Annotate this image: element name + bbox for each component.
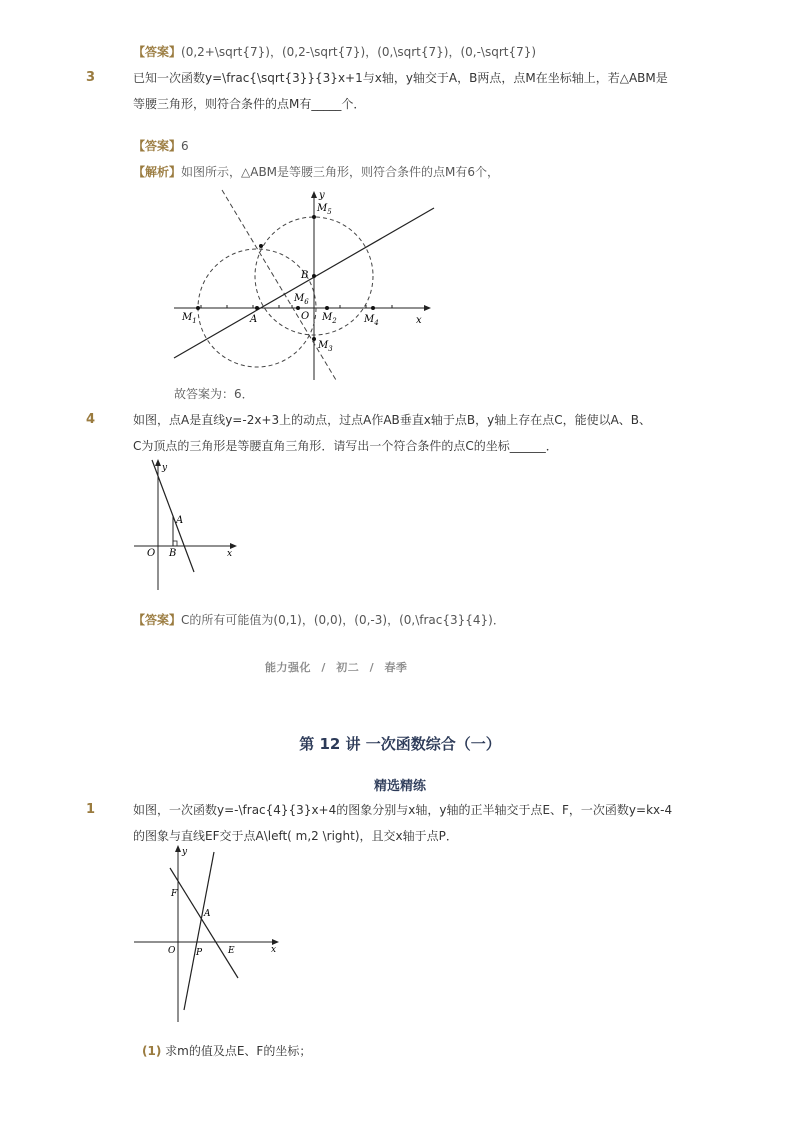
label-b: B (301, 270, 309, 281)
question-number: 4 (86, 412, 96, 427)
label-m1: $M_1$ (182, 312, 197, 325)
q3-figure (168, 186, 440, 382)
label-y: y (182, 847, 188, 857)
line-ef (170, 868, 238, 978)
sub-question-number: (1) (142, 1044, 162, 1058)
footer-term: 春季 (384, 661, 408, 674)
label-e: E (228, 946, 235, 956)
label-x: x (271, 945, 277, 955)
label-b: B (169, 548, 177, 559)
right-angle-mark (173, 541, 177, 546)
label-a: A (176, 515, 184, 526)
question-text-line2: 的图象与直线EF交于点A\left( m,2 \right)，且交x轴于点P． (133, 829, 458, 843)
answer-text: (0,2+\sqrt{7})，(0,2-\sqrt{7})，(0,\sqrt{7})，(0,-\sqrt{7}) (181, 45, 537, 59)
q4-answer (133, 612, 505, 628)
question-number: 3 (86, 70, 96, 85)
analysis-tag: 【解析】 (133, 165, 182, 179)
label-x: x (416, 315, 422, 326)
q3-answer (133, 138, 189, 154)
sub-question-text: 求m的值及点E、F的坐标； (165, 1044, 312, 1058)
answer-text: C的所有可能值为(0,1)，(0,0)，(0,-3)，(0,\frac{3}{4})． (181, 613, 505, 627)
label-f: F (171, 889, 178, 899)
label-o: O (147, 548, 156, 559)
label-o: O (168, 946, 176, 956)
perpendicular-bisector (222, 190, 336, 380)
footer-separator: / (369, 661, 375, 674)
footer-course: 能力强化 (265, 661, 311, 674)
section-title: 精选精练 (373, 779, 426, 794)
question-text-line1: 如图，点A是直线y=-2x+3上的动点，过点A作AB垂直x轴于点B，y轴上存在点C，能使以A、B、 (133, 413, 652, 427)
answer-tag: 【答案】 (133, 139, 182, 153)
label-p: P (196, 948, 203, 958)
label-y: y (319, 190, 325, 201)
question-text-line2: 等腰三角形，则符合条件的点M有_____个． (133, 97, 366, 111)
label-y: y (162, 463, 168, 473)
answer-tag: 【答案】 (133, 45, 182, 59)
question-text-line1: 如图，一次函数y=-\frac{4}{3}x+4的图象分别与x轴，y轴的正半轴交于点E、F，一次函数y=kx-4 (133, 803, 673, 817)
answer-tag: 【答案】 (133, 613, 182, 627)
q3-conclusion: 故答案为：6． (174, 387, 254, 401)
page-footer (265, 659, 407, 675)
q4-figure (132, 456, 240, 592)
question-text-line2: C为顶点的三角形是等腰直角三角形．请写出一个符合条件的点C的坐标______． (133, 439, 558, 453)
answer-text: 6 (181, 139, 189, 153)
label-o: O (301, 311, 310, 322)
label-m2: $M_2$ (322, 312, 337, 325)
label-a: A (204, 909, 211, 919)
footer-separator: / (321, 661, 326, 674)
analysis-text: 如图所示，△ABM是等腰三角形，则符合条件的点M有6个， (181, 165, 500, 179)
label-m5: $M_5$ (317, 203, 332, 216)
label-m6: $M_6$ (294, 293, 309, 306)
p1-figure (132, 842, 282, 1024)
lecture-title: 第 12 讲 一次函数综合（一） (299, 735, 501, 753)
sub-question-1 (142, 1043, 311, 1059)
q2-answer (133, 44, 536, 60)
q3-analysis (133, 164, 499, 180)
line-ab (174, 208, 434, 358)
question-number: 1 (86, 802, 96, 817)
label-m4: $M_4$ (364, 314, 379, 327)
label-m3: $M_3$ (318, 340, 333, 353)
points (196, 215, 375, 341)
label-x: x (227, 549, 233, 559)
footer-grade: 初二 (336, 661, 360, 674)
question-text-line1: 已知一次函数y=\frac{\sqrt{3}}{3}x+1与x轴，y轴交于A，B两点，点M在坐标轴上，若△ABM是 (133, 71, 668, 85)
label-a: A (250, 314, 258, 325)
